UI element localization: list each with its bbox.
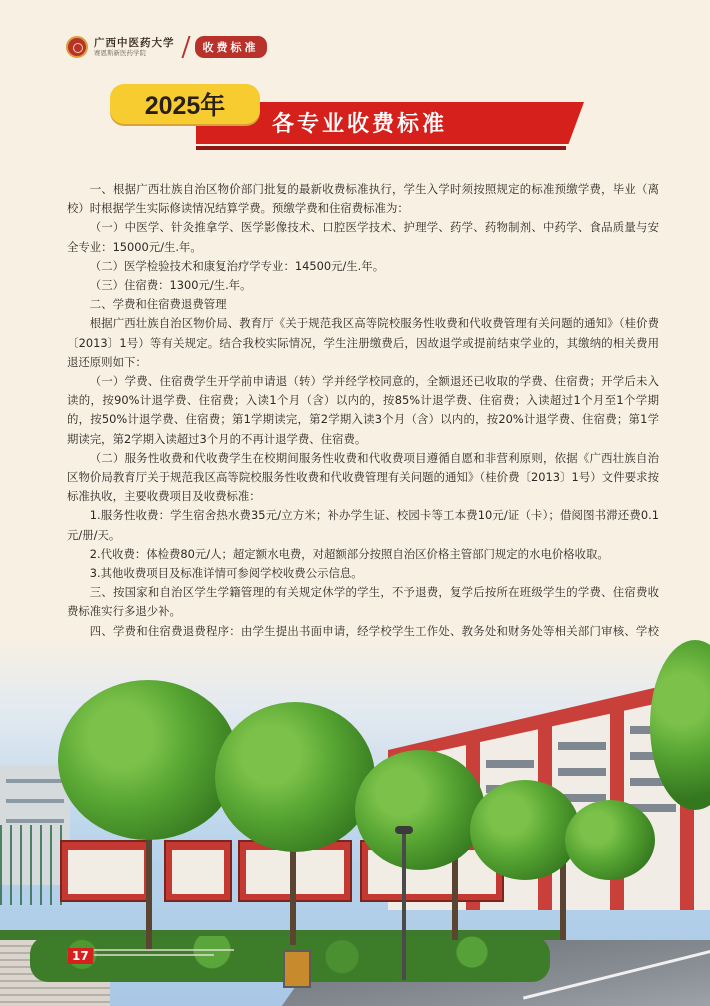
trash-bin bbox=[283, 950, 311, 988]
paragraph: （三）住宿费：1300元/生.年。 bbox=[89, 278, 252, 293]
paragraph: 1.服务性收费：学生宿舍热水费35元/立方米；补办学生证、校园卡等工本费10元/证（卡）；借阅图书滞还费0.1元/册/天。 bbox=[67, 508, 659, 542]
page-number: 17 bbox=[68, 948, 93, 964]
paragraph: （二）医学检验技术和康复治疗学专业：14500元/生.年。 bbox=[89, 258, 385, 273]
paragraph: 根据广西壮族自治区物价局、教育厅《关于规范我区高等院校服务性收费和代收费管理有关问题的通知》（桂价费〔2013〕1号）等有关规定。结合我校实际情况，学生注册缴费后，因故退学或提前结束学业的，其缴纳的相关费用退还原则如下： bbox=[67, 316, 659, 369]
paragraph: （一）学费、住宿费学生开学前申请退（转）学并经学校同意的，全额退还已收取的学费、住宿费；开学后未入读的，按90%计退学费、住宿费；入读1个月（含）以内的，按85%计退学费、住宿费；入读超过1个月至1个学期的，按50%计退学费、住宿费；第1学期读完，第2学期入读3个月（含）以内的，按20%计退学费、住宿费；第1学期读完，第2学期入读超过3个月的不再计退学费、住宿费。 bbox=[67, 374, 659, 446]
school-logo-text bbox=[94, 38, 175, 57]
footer-fine-print bbox=[94, 947, 244, 961]
paragraph: （一）中医学、针灸推拿学、医学影像技术、口腔医学技术、护理学、药学、药物制剂、中药学、食品质量与安全专业：15000元/生.年。 bbox=[67, 220, 659, 254]
street-lamp bbox=[402, 830, 406, 980]
section-tag: 收费标准 bbox=[195, 36, 267, 58]
tree-canopy bbox=[470, 780, 580, 880]
school-name: 广西中医药大学 bbox=[94, 36, 175, 49]
page-title: 各专业收费标准 bbox=[272, 112, 448, 137]
tree-canopy bbox=[215, 702, 375, 852]
street-lamp-head bbox=[395, 826, 413, 834]
school-subname: 赛恩斯新医药学院 bbox=[94, 49, 146, 57]
paragraph: 3.其他收费项目及标准详情可参阅学校收费公示信息。 bbox=[89, 566, 363, 581]
tree-canopy bbox=[355, 750, 485, 870]
notice-board bbox=[60, 840, 152, 902]
year-label: 2025年 bbox=[144, 92, 226, 120]
year-badge bbox=[110, 84, 260, 124]
paragraph: 四、学费和住宿费退费程序：由学生提出书面申请，经学校学生工作处、教务处和财务处等相关部门审核、学校 bbox=[89, 623, 659, 638]
tree-canopy bbox=[565, 800, 655, 880]
header-divider bbox=[181, 36, 190, 58]
page-header bbox=[66, 32, 267, 62]
tree-canopy bbox=[58, 680, 238, 840]
paragraph: 一、根据广西壮族自治区物价部门批复的最新收费标准执行，学生入学时须按照规定的标准预缴学费，毕业（离校）时根据学生实际修读情况结算学费。预缴学费和住宿费标准为： bbox=[67, 182, 659, 216]
paragraph: （二）服务性收费和代收费学生在校期间服务性收费和代收费项目遵循自愿和非营利原则，依据《广西壮族自治区物价局教育厅关于规范我区高等院校服务性收费和代收费管理有关问题的通知》（桂价费〔2013〕1号）文件要求按标准执收，主要收费项目及收费标准： bbox=[67, 450, 659, 504]
paragraph: 二、学费和住宿费退费管理 bbox=[89, 297, 227, 312]
school-seal-logo bbox=[66, 36, 88, 58]
paragraph: 三、按国家和自治区学生学籍管理的有关规定休学的学生，不予退费，复学后按所在班级学生的学费、住宿费收费标准实行多退少补。 bbox=[67, 585, 659, 619]
notice-board bbox=[164, 840, 232, 902]
fee-text-body bbox=[67, 180, 659, 660]
paragraph: 2.代收费：体检费80元/人；超定额水电费，对超额部分按照自治区价格主管部门规定的水电价格收取。 bbox=[89, 546, 609, 561]
title-banner-shadow bbox=[196, 146, 566, 150]
